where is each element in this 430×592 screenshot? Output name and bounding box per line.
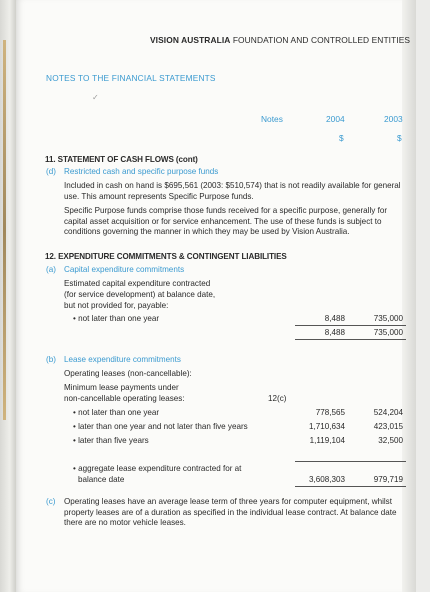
aggregate-lease-2003: 979,719	[373, 475, 403, 484]
section-12a-title: Capital expenditure commitments	[64, 265, 185, 274]
section-12-heading: 12. EXPENDITURE COMMITMENTS & CONTINGENT LIABILITIES	[45, 252, 287, 261]
binding-mark	[3, 40, 6, 420]
lease-note-ref: 12(c)	[268, 394, 287, 403]
capex-total-2004: 8,488	[324, 328, 345, 337]
lease-row-2004: 1,119,104	[309, 436, 345, 445]
min-lease-line-1: Minimum lease payments under	[64, 383, 179, 392]
header-org-rest: FOUNDATION AND CONTROLLED ENTITIES	[232, 35, 411, 45]
capex-row-label: • not later than one year	[73, 314, 160, 323]
header-org-bold: VISION AUSTRALIA	[150, 35, 231, 45]
lease-row-2004: 1,710,634	[308, 422, 345, 431]
capex-row-2003: 735,000	[373, 314, 403, 323]
pencil-mark: ✓	[92, 93, 99, 102]
col-2004-header: 2004	[326, 114, 345, 124]
lease-row-2003: 32,500	[378, 436, 403, 445]
lease-row-label: • later than five years	[73, 436, 149, 445]
col-2004-currency: $	[339, 133, 344, 143]
capex-description-line-2: (for service development) at balance date,	[64, 290, 216, 299]
section-11d-paragraph-2: Specific Purpose funds comprise those funds received for a specific purpose, generally for capital asset acquisition or for service enhancement. The use of these funds is subject to conditions governing the manner in which they may be used by Vision Australia.	[64, 206, 388, 236]
section-12b-label: (b)	[46, 355, 56, 364]
lease-row-label: • not later than one year	[73, 408, 160, 417]
col-notes-header: Notes	[261, 114, 283, 124]
capex-total-rule	[295, 339, 406, 340]
lease-row-2003: 423,015	[373, 422, 403, 431]
section-12b-title: Lease expenditure commitments	[64, 355, 181, 364]
aggregate-total-rule	[295, 486, 406, 487]
lease-row-2004: 778,565	[315, 408, 345, 417]
lease-row-2003: 524,204	[373, 408, 403, 417]
lease-subtotal-rule	[295, 461, 406, 462]
capex-row-2004: 8,488	[324, 314, 345, 323]
capex-description-line-1: Estimated capital expenditure contracted	[64, 279, 211, 288]
operating-leases-label: Operating leases (non-cancellable):	[64, 369, 192, 378]
col-2003-currency: $	[397, 133, 402, 143]
section-11d-label: (d)	[46, 167, 56, 176]
section-12c-label: (c)	[46, 497, 56, 506]
section-11-heading: 11. STATEMENT OF CASH FLOWS (cont)	[45, 155, 198, 164]
aggregate-lease-line-2: balance date	[78, 475, 125, 484]
section-12c-paragraph: Operating leases have an average lease term of three years for computer equipment, whilst property leases are of a duration as specified in the individual lease contract. At balance date there are no motor vehicle leases.	[64, 497, 397, 527]
section-11d-paragraph-1: Included in cash on hand is $695,561 (2003: $510,574) that is not readily available for general use. This amount represents Specific Purpose funds.	[64, 181, 401, 201]
min-lease-line-2: non-cancellable operating leases:	[64, 394, 185, 403]
capex-total-2003: 735,000	[373, 328, 403, 337]
section-11d-title: Restricted cash and specific purpose funds	[64, 167, 219, 176]
section-12a-label: (a)	[46, 265, 56, 274]
aggregate-lease-line-1: • aggregate lease expenditure contracted for at	[73, 464, 242, 473]
running-header	[150, 35, 410, 45]
document-page	[16, 0, 416, 592]
capex-subtotal-rule	[295, 325, 406, 326]
lease-row-label: • later than one year and not later than five years	[73, 422, 248, 431]
col-2003-header: 2003	[384, 114, 403, 124]
notes-title: NOTES TO THE FINANCIAL STATEMENTS	[46, 73, 216, 83]
aggregate-lease-2004: 3,608,303	[308, 475, 345, 484]
capex-description-line-3: but not provided for, payable:	[64, 301, 169, 310]
